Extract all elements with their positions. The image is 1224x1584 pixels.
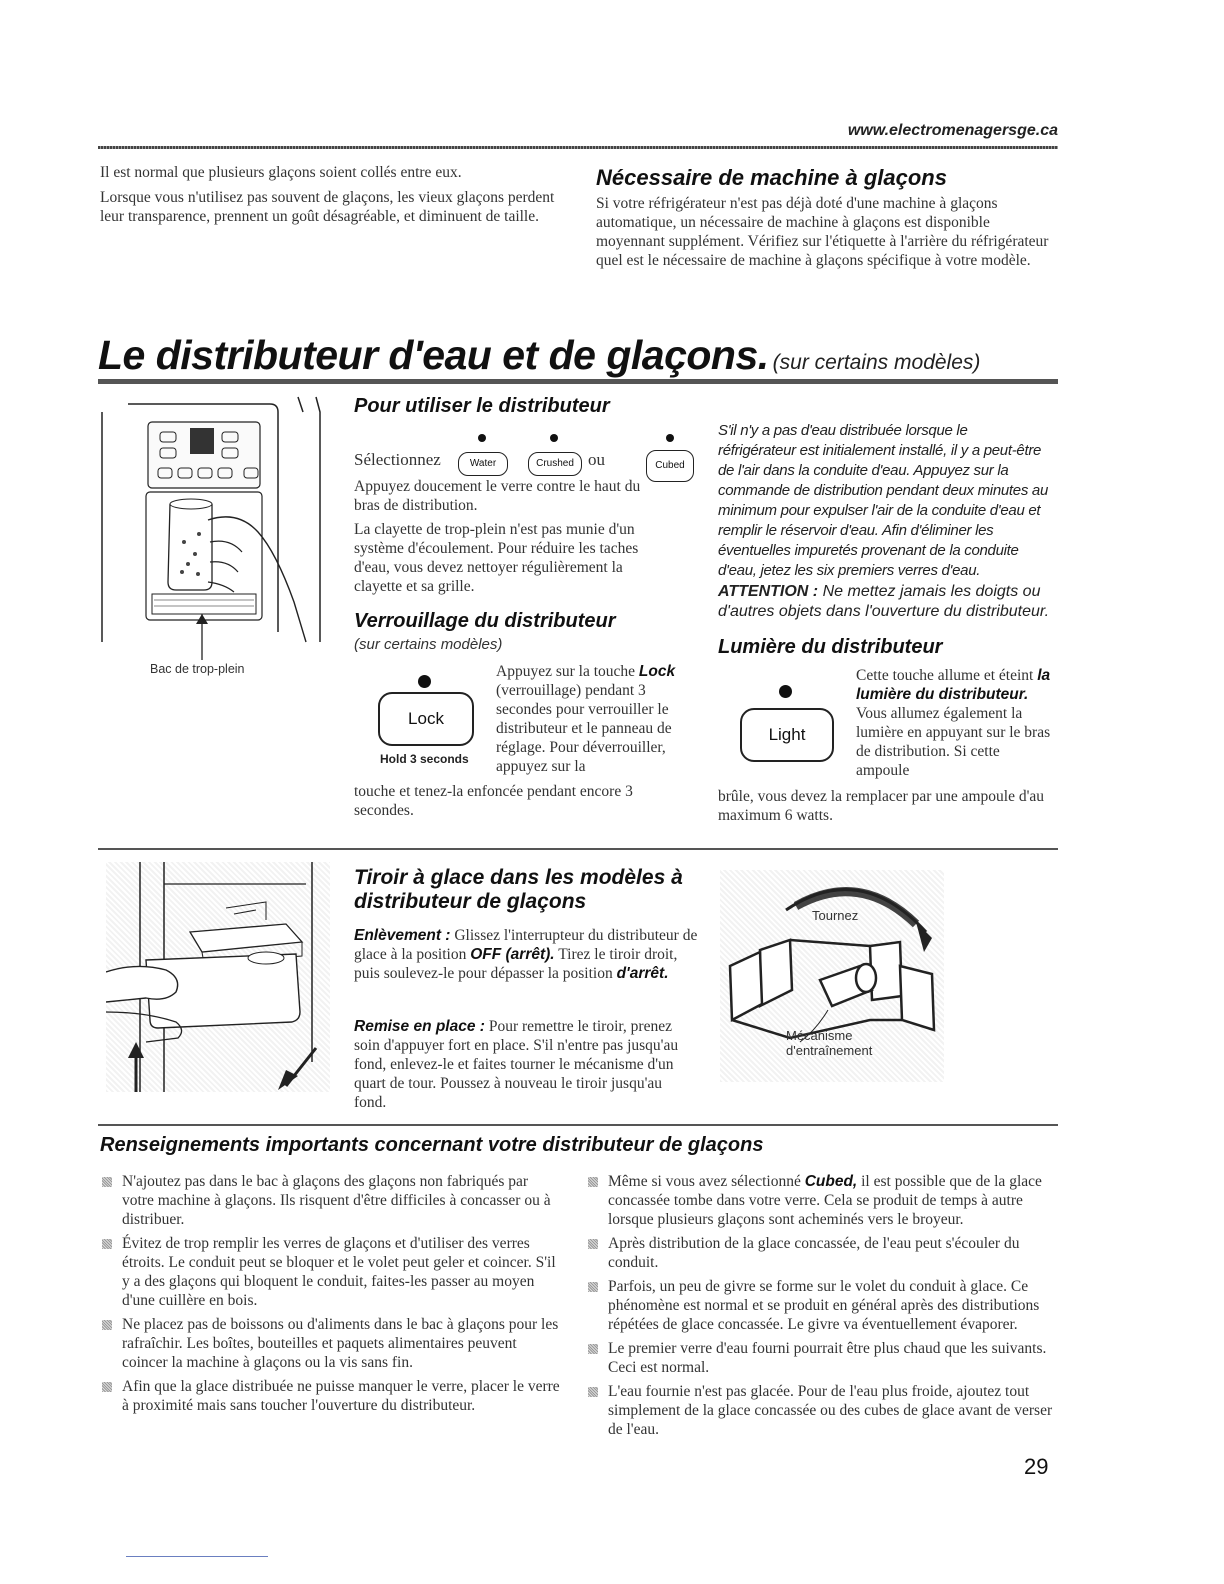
replace-label: Remise en place :: [354, 1018, 485, 1035]
info-left-item: Évitez de trop remplir les verres de glaçons et d'utiliser des verres étroits. Le conduit peut se bloquer et le volet peut geler et coincer. S'il y a des glaçons qui bloquent le conduit, faites-les passer au moyen d'une cuillère en bois.: [100, 1234, 560, 1310]
cubed-indicator-dot: [666, 434, 674, 442]
info-left-list: [100, 1172, 560, 1420]
light-text-1: Cette touche allume et éteint: [856, 667, 1034, 684]
removal-off-2: d'arrêt.: [616, 965, 669, 982]
lock-indicator-dot: [418, 675, 431, 688]
attention-label: ATTENTION :: [718, 583, 819, 600]
crushed-indicator-dot: [550, 434, 558, 442]
ice-kit-paragraph: Si votre réfrigérateur n'est pas déjà doté d'une machine à glaçons automatique, un nécessaire de machine à glaçons est disponible moyennant supplément. Vérifiez sur l'étiquette à l'arrière du réfrigérateur quel est le nécessaire de machine à glaçons spécifique à votre modèle.: [596, 195, 1049, 269]
removal-text-1: Glissez l'interrupteur du distributeur de glace à la position: [354, 927, 698, 963]
press-glass-text: Appuyez doucement le verre contre le haut du bras de distribution.: [354, 478, 641, 514]
light-key-name: la lumière du distributeur.: [856, 667, 1051, 703]
attention-note: [718, 582, 1058, 622]
select-word: Sélectionnez: [354, 450, 441, 469]
drive-mechanism-label: Mécanisme d'entraînement: [786, 1028, 873, 1058]
lock-subheading: (sur certains modèles): [354, 636, 503, 653]
top-left-p1: Il est normal que plusieurs glaçons soient collés entre eux.: [100, 164, 462, 181]
lock-heading: Verrouillage du distributeur: [354, 610, 616, 632]
removal-label: Enlèvement :: [354, 927, 451, 944]
info-right-item: Après distribution de la glace concassée, de l'eau peut s'écouler du conduit.: [586, 1234, 1058, 1272]
footnote-rule: [126, 1556, 268, 1557]
cubed-text-a: Même si vous avez sélectionné: [608, 1173, 801, 1190]
cubed-text-c: il est possible que de la glace concassée tombe dans votre verre. Cela se produit de temps à autre lorsque plusieurs glaçons sont acheminés vers le broyeur.: [608, 1173, 1042, 1228]
lock-key-name: Lock: [638, 663, 676, 680]
water-button[interactable]: Water: [458, 452, 508, 476]
info-left-item: Afin que la glace distribuée ne puisse manquer le verre, placer le verre à proximité mais sans toucher l'ouverture du distributeur.: [100, 1377, 560, 1415]
top-left-p2: Lorsque vous n'utilisez pas souvent de glaçons, les vieux glaçons perdent leur transparence, prennent un goût désagréable, et diminuent de taille.: [100, 189, 555, 225]
water-indicator-dot: [478, 434, 486, 442]
info-left-item: N'ajoutez pas dans le bac à glaçons des glaçons non fabriqués par votre machine à glaçons. Ils risquent d'être difficiles à concasser ou à distribuer.: [100, 1172, 560, 1229]
removal-off: OFF (arrêt).: [470, 946, 555, 963]
crushed-button[interactable]: Crushed: [528, 452, 582, 476]
light-text-3: brûle, vous devez la remplacer par une ampoule d'au maximum 6 watts.: [718, 788, 1044, 824]
page-number: 29: [1024, 1454, 1049, 1479]
info-right-item: L'eau fournie n'est pas glacée. Pour de l'eau plus froide, ajoutez tout simplement de la glace concassée ou des cubes de glace avant de verser de l'eau.: [586, 1382, 1058, 1439]
air-note: S'il n'y a pas d'eau distribuée lorsque le réfrigérateur est initialement installé, il y a peut-être de l'air dans la conduite d'eau. Appuyez sur la commande de distribution pendant deux minutes au minimum pour expulser l'air de la conduite d'eau et remplir le réservoir d'eau. Afin d'éliminer les éventuelles impuretés provenant de la conduite d'eau, jetez les six premiers verres d'eau.: [718, 422, 1048, 579]
ice-drawer-illustration: [106, 862, 330, 1092]
drawer-replace: [354, 1017, 684, 1112]
info-right-item: Le premier verre d'eau fourni pourrait être plus chaud que les suivants. Ceci est normal.: [586, 1339, 1058, 1377]
info-right-item-cubed: [586, 1172, 1058, 1229]
overflow-tray-label: Bac de trop-plein: [150, 662, 245, 676]
overflow-tray-text: La clayette de trop-plein n'est pas munie d'un système d'écoulement. Pour réduire les taches d'eau, vous devez nettoyer régulièrement la clayette et sa grille.: [354, 521, 639, 595]
hold-seconds-label: Hold 3 seconds: [380, 752, 469, 766]
or-word: ou: [588, 450, 605, 469]
removal-text-2: Tirez le tiroir droit, puis soulevez-le pour dépasser la position: [354, 946, 678, 982]
cubed-key-name: Cubed,: [804, 1173, 858, 1190]
lock-text-2: (verrouillage) pendant 3 secondes pour verrouiller le distributeur et le panneau de réglage. Pour déverrouiller, appuyez sur la: [496, 682, 672, 775]
drawer-removal: [354, 926, 699, 983]
section-title-sub: (sur certains modèles): [772, 351, 981, 374]
info-rule: [98, 1124, 1058, 1126]
header-rule: [98, 146, 1058, 149]
light-text-2: Vous allumez également la lumière en appuyant sur le bras de distribution. Si cette ampoule: [856, 705, 1051, 779]
info-heading: Renseignements importants concernant votre distributeur de glaçons: [100, 1134, 764, 1156]
light-instructions: [856, 666, 1056, 780]
section-title: [98, 332, 980, 379]
lock-instructions: [496, 662, 696, 776]
cubed-button[interactable]: Cubed: [646, 450, 694, 482]
replace-text: Pour remettre le tiroir, prenez soin d'appuyer fort en place. S'il n'entre pas jusqu'au fond, enlevez-le et faites tourner le mécanisme d'un quart de tour. Poussez à nouveau le tiroir jusqu'au fond.: [354, 1018, 679, 1111]
attention-text: Ne mettez jamais les doigts ou d'autres objets dans l'ouverture du distributeur.: [718, 583, 1050, 620]
light-indicator-dot: [779, 685, 792, 698]
lock-text-1: Appuyez sur la touche: [496, 663, 636, 680]
info-left-item: Ne placez pas de boissons ou d'aliments dans le bac à glaçons pour les rafraîchir. Les boîtes, bouteilles et paquets alimentaires peuvent coincer la machine à glaçons ou la vis sans fin.: [100, 1315, 560, 1372]
ice-kit-heading: Nécessaire de machine à glaçons: [596, 165, 947, 190]
info-right-list: [586, 1172, 1058, 1444]
dispenser-illustration: [98, 392, 338, 660]
info-right-item: Parfois, un peu de givre se forme sur le volet du conduit à glace. Ce phénomène est normal et se produit en général après des distributions répétées de glace concassée. Le givre va éventuellement évaporer.: [586, 1277, 1058, 1334]
lock-button[interactable]: Lock: [378, 692, 474, 746]
section-title-rule: [98, 379, 1058, 384]
use-dispenser-heading: Pour utiliser le distributeur: [354, 395, 610, 417]
light-button[interactable]: Light: [740, 708, 834, 762]
light-heading: Lumière du distributeur: [718, 636, 943, 658]
section-title-main: Le distributeur d'eau et de glaçons.: [98, 332, 769, 378]
lock-text-3: touche et tenez-la enfoncée pendant encore 3 secondes.: [354, 783, 633, 819]
drawer-heading: Tiroir à glace dans les modèles à distributeur de glaçons: [354, 866, 683, 913]
top-left-column: [100, 163, 560, 232]
header-url[interactable]: www.electromenagersge.ca: [847, 122, 1058, 139]
turn-label: Tournez: [812, 908, 859, 923]
drawer-rule: [98, 848, 1058, 850]
